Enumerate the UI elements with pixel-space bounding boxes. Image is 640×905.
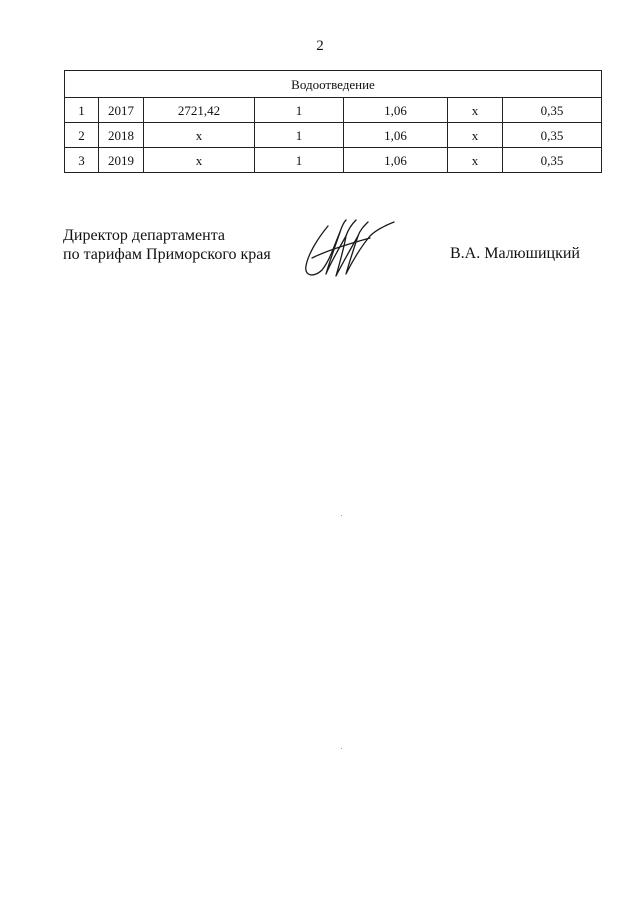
table-cell: 1	[255, 123, 344, 148]
table-cell: 1,06	[344, 148, 448, 173]
position-line-1: Директор департамента	[63, 227, 225, 244]
scan-speck	[341, 515, 342, 516]
table-cell: х	[448, 123, 503, 148]
table-cell: 2017	[99, 98, 144, 123]
table-row	[65, 98, 602, 123]
table-cell: х	[144, 148, 255, 173]
table-cell: 3	[65, 148, 99, 173]
handwritten-signature	[300, 214, 400, 284]
table-cell: 0,35	[503, 148, 602, 173]
signer-name: В.А. Малюшицкий	[450, 245, 580, 262]
table-row	[65, 148, 602, 173]
section-header-row	[65, 71, 602, 98]
table-cell: х	[448, 148, 503, 173]
scan-speck	[341, 748, 342, 749]
table-cell: 1	[65, 98, 99, 123]
table-cell: 2018	[99, 123, 144, 148]
table-cell: х	[144, 123, 255, 148]
table-cell: 2	[65, 123, 99, 148]
signatory-position	[63, 226, 271, 264]
table-cell: 0,35	[503, 98, 602, 123]
table-cell: 2019	[99, 148, 144, 173]
position-line-2: по тарифам Приморского края	[63, 246, 271, 263]
table-cell: х	[448, 98, 503, 123]
table-cell: 0,35	[503, 123, 602, 148]
table-cell: 1,06	[344, 123, 448, 148]
table-cell: 1	[255, 98, 344, 123]
table-cell: 2721,42	[144, 98, 255, 123]
table-cell: 1,06	[344, 98, 448, 123]
table-cell: 1	[255, 148, 344, 173]
tariff-table	[64, 70, 602, 173]
table-row	[65, 123, 602, 148]
section-title: Водоотведение	[65, 71, 602, 98]
page-number: 2	[316, 38, 324, 54]
